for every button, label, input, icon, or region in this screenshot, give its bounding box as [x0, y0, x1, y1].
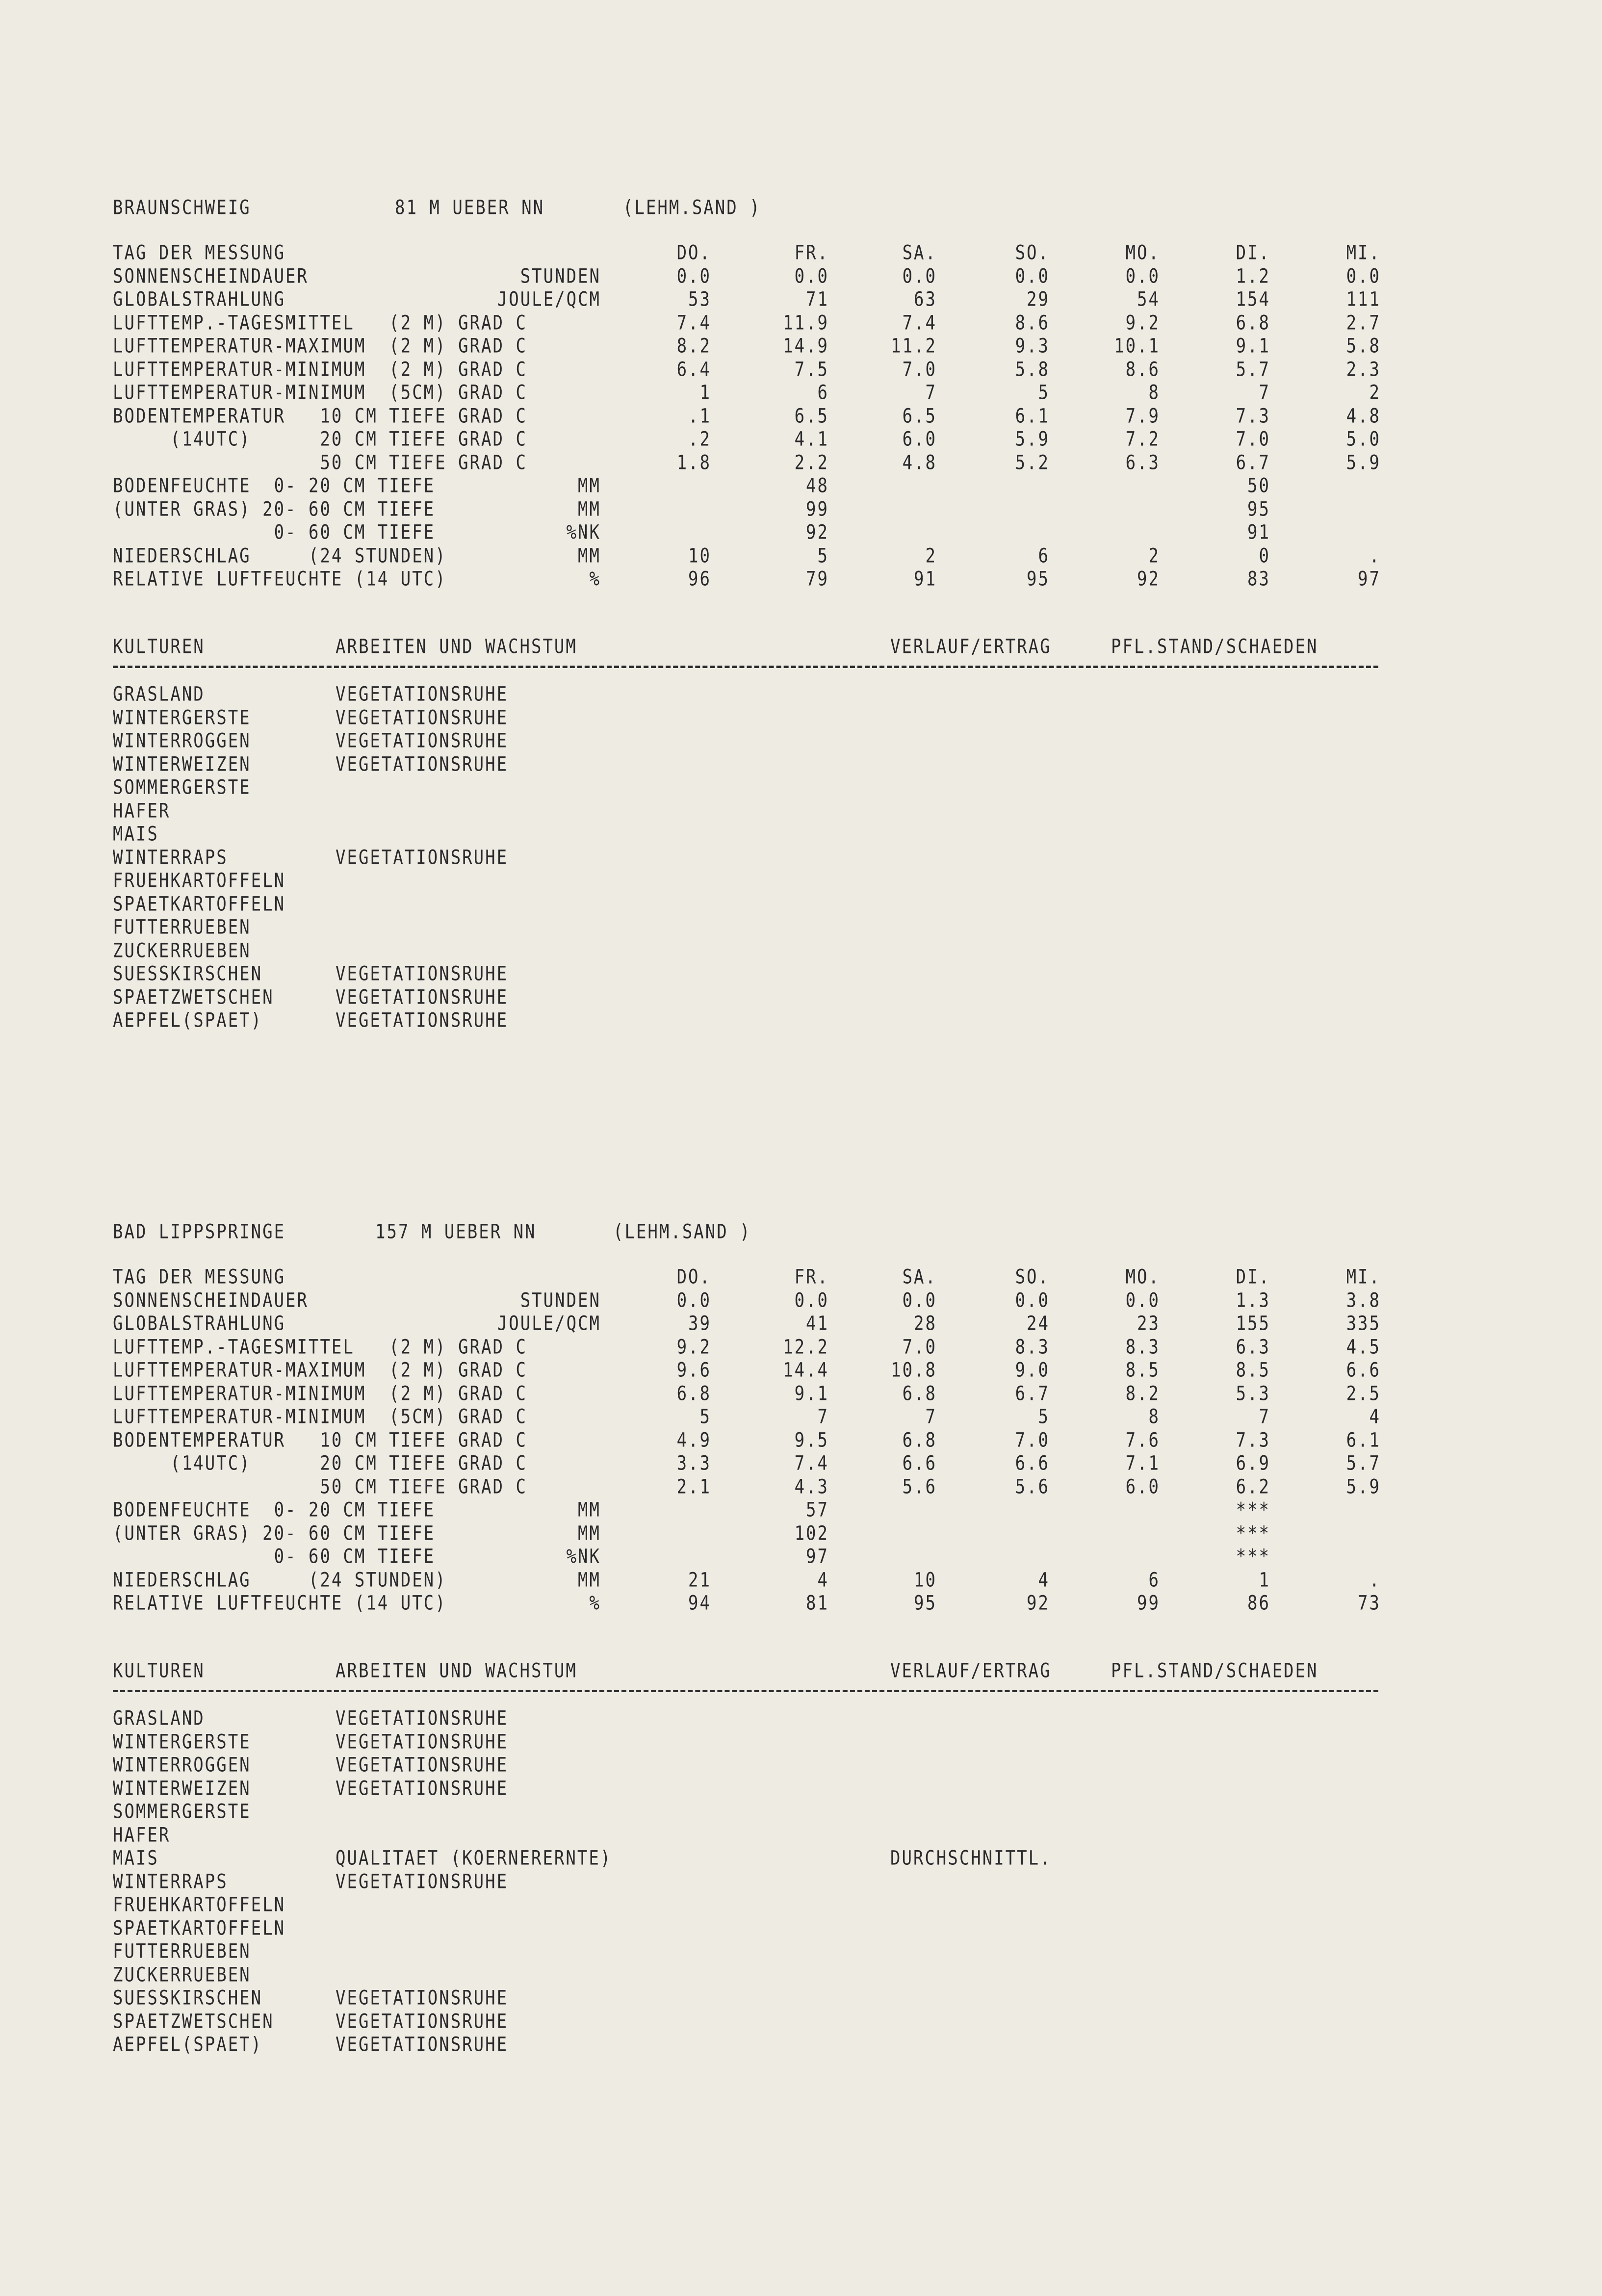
station-name: BRAUNSCHWEIG	[113, 196, 251, 220]
weather-label-header: TAG DER MESSUNG	[113, 1265, 286, 1289]
day-header: MO.	[1125, 1265, 1160, 1289]
crop-name: FUTTERRUEBEN	[113, 1940, 251, 1963]
weather-value: 7.0	[902, 1335, 937, 1359]
weather-row-label: RELATIVE LUFTFEUCHTE (14 UTC)	[113, 1592, 447, 1615]
day-header: DI.	[1236, 241, 1270, 265]
weather-value: 0.0	[1015, 1289, 1050, 1312]
weather-value: 8.5	[1236, 1359, 1270, 1382]
weather-value: 1	[1259, 1568, 1270, 1592]
weather-value: 6.7	[1015, 1382, 1050, 1405]
weather-value: .1	[688, 404, 711, 428]
weather-value: 4.8	[902, 451, 937, 474]
weather-row-label: LUFTTEMPERATUR-MINIMUM (5CM) GRAD C	[113, 381, 527, 405]
weather-value: 9.0	[1015, 1359, 1050, 1382]
crop-name: ZUCKERRUEBEN	[113, 1963, 251, 1986]
crop-work: VEGETATIONSRUHE	[336, 846, 509, 869]
weather-value: .	[1369, 544, 1381, 568]
weather-value: 11.9	[783, 311, 829, 335]
weather-value: 4.3	[794, 1475, 829, 1498]
weather-value: 83	[1247, 568, 1270, 591]
weather-row-unit: %	[589, 568, 601, 591]
weather-row-unit: MM	[578, 544, 601, 568]
weather-row-unit: MM	[578, 1522, 601, 1545]
weather-value: 9.2	[676, 1335, 711, 1359]
weather-value: 3.8	[1346, 1289, 1381, 1312]
crops-header-course: VERLAUF/ERTRAG	[890, 1659, 1052, 1683]
weather-row-label: LUFTTEMPERATUR-MINIMUM (5CM) GRAD C	[113, 1405, 527, 1429]
weather-value: 6.9	[1236, 1452, 1270, 1475]
weather-value: 155	[1236, 1312, 1270, 1336]
dashed-divider	[113, 666, 1378, 668]
crop-name: WINTERGERSTE	[113, 706, 251, 729]
weather-value: 97	[806, 1545, 829, 1569]
crop-work: VEGETATIONSRUHE	[336, 1707, 509, 1730]
weather-value: 4.1	[794, 428, 829, 451]
weather-value: 54	[1137, 288, 1160, 311]
weather-value: 9.5	[794, 1428, 829, 1452]
day-header: SO.	[1015, 1265, 1050, 1289]
station-altitude: 157 M UEBER NN	[375, 1220, 537, 1244]
weather-value: 41	[806, 1312, 829, 1336]
weather-value: 1.3	[1236, 1289, 1270, 1312]
weather-value: 6.8	[676, 1382, 711, 1405]
weather-value: 10	[914, 1568, 937, 1592]
weather-value: 0.0	[902, 1289, 937, 1312]
crop-name: MAIS	[113, 823, 159, 846]
weather-value: 8.2	[676, 335, 711, 358]
station-name: BAD LIPPSPRINGE	[113, 1220, 286, 1244]
weather-value: 96	[688, 568, 711, 591]
weather-value: 1.2	[1236, 264, 1270, 288]
weather-row-label: NIEDERSCHLAG (24 STUNDEN)	[113, 544, 447, 568]
weather-value: 7.4	[676, 311, 711, 335]
weather-value: 81	[806, 1592, 829, 1615]
crop-work: VEGETATIONSRUHE	[336, 1009, 509, 1032]
weather-value: 2.2	[794, 451, 829, 474]
crop-work: VEGETATIONSRUHE	[336, 1777, 509, 1800]
weather-value: 0.0	[1346, 264, 1381, 288]
crop-name: SPAETZWETSCHEN	[113, 2010, 274, 2033]
weather-value: 111	[1346, 288, 1381, 311]
weather-value: 71	[806, 288, 829, 311]
weather-value: ***	[1236, 1545, 1270, 1569]
weather-value: 5.8	[1346, 335, 1381, 358]
weather-value: 48	[806, 474, 829, 498]
weather-value: 99	[806, 497, 829, 521]
crop-name: SOMMERGERSTE	[113, 776, 251, 800]
weather-row-label: BODENFEUCHTE 0- 20 CM TIEFE	[113, 474, 436, 498]
weather-value: 6.1	[1015, 404, 1050, 428]
crop-name: WINTERROGGEN	[113, 1754, 251, 1777]
weather-value: 102	[794, 1522, 829, 1545]
weather-value: 7	[925, 381, 937, 405]
weather-row-unit: STUNDEN	[520, 1289, 601, 1312]
weather-row-label: LUFTTEMPERATUR-MAXIMUM (2 M) GRAD C	[113, 335, 527, 358]
crops-header-kulturen: KULTUREN	[113, 635, 205, 659]
station-altitude: 81 M UEBER NN	[395, 196, 545, 220]
dashed-divider	[113, 1690, 1378, 1692]
weather-value: 335	[1346, 1312, 1381, 1336]
weather-value: 0.0	[676, 264, 711, 288]
weather-value: 4	[1369, 1405, 1381, 1429]
crop-work: VEGETATIONSRUHE	[336, 683, 509, 706]
weather-value: 10.1	[1114, 335, 1160, 358]
weather-value: 92	[1137, 568, 1160, 591]
weather-value: 57	[806, 1498, 829, 1522]
weather-row-unit: %NK	[566, 1545, 601, 1569]
weather-value: 8	[1148, 381, 1160, 405]
weather-row-label: SONNENSCHEINDAUER	[113, 1289, 309, 1312]
weather-value: 0.0	[902, 264, 937, 288]
weather-value: 2	[925, 544, 937, 568]
crop-name: AEPFEL(SPAET)	[113, 2033, 263, 2057]
weather-value: 5.6	[902, 1475, 937, 1498]
weather-value: 5.0	[1346, 428, 1381, 451]
weather-value: 6.2	[1236, 1475, 1270, 1498]
weather-value: 6.1	[1346, 1428, 1381, 1452]
weather-value: 7.2	[1125, 428, 1160, 451]
weather-value: 5.9	[1346, 451, 1381, 474]
weather-value: 9.6	[676, 1359, 711, 1382]
day-header: MI.	[1346, 1265, 1381, 1289]
weather-row-unit: JOULE/QCM	[497, 1312, 601, 1336]
weather-row-unit: MM	[578, 474, 601, 498]
weather-row-label: GLOBALSTRAHLUNG	[113, 1312, 286, 1336]
weather-value: 154	[1236, 288, 1270, 311]
weather-value: 28	[914, 1312, 937, 1336]
weather-value: 0.0	[794, 264, 829, 288]
weather-value: 50	[1247, 474, 1270, 498]
crop-name: HAFER	[113, 1823, 171, 1847]
weather-value: 94	[688, 1592, 711, 1615]
weather-value: 7.0	[1015, 1428, 1050, 1452]
weather-value: 92	[806, 521, 829, 544]
crop-name: WINTERGERSTE	[113, 1730, 251, 1754]
crops-header-work: ARBEITEN UND WACHSTUM	[336, 1659, 577, 1683]
weather-value: 14.9	[783, 335, 829, 358]
weather-row-label: LUFTTEMP.-TAGESMITTEL (2 M) GRAD C	[113, 311, 527, 335]
weather-row-label: NIEDERSCHLAG (24 STUNDEN)	[113, 1568, 447, 1592]
weather-value: 2.5	[1346, 1382, 1381, 1405]
weather-value: 5.2	[1015, 451, 1050, 474]
weather-value: 1	[699, 381, 711, 405]
weather-value: 5	[699, 1405, 711, 1429]
weather-value: 7.1	[1125, 1452, 1160, 1475]
weather-row-label: 50 CM TIEFE GRAD C	[113, 1475, 527, 1498]
weather-value: 5.9	[1015, 428, 1050, 451]
weather-value: 86	[1247, 1592, 1270, 1615]
weather-label-header: TAG DER MESSUNG	[113, 241, 286, 265]
weather-value: 2	[1148, 544, 1160, 568]
weather-row-unit: MM	[578, 1498, 601, 1522]
weather-value: 2	[1369, 381, 1381, 405]
weather-value: 97	[1358, 568, 1381, 591]
weather-value: 8.6	[1125, 358, 1160, 381]
weather-value: ***	[1236, 1522, 1270, 1545]
weather-value: 24	[1027, 1312, 1050, 1336]
weather-row-unit: MM	[578, 1568, 601, 1592]
weather-value: 6.5	[902, 404, 937, 428]
weather-value: 6.5	[794, 404, 829, 428]
weather-value: 99	[1137, 1592, 1160, 1615]
weather-value: 23	[1137, 1312, 1160, 1336]
day-header: MI.	[1346, 241, 1381, 265]
weather-value: 5.9	[1346, 1475, 1381, 1498]
weather-value: 2.7	[1346, 311, 1381, 335]
weather-value: 8.6	[1015, 311, 1050, 335]
weather-value: 6.7	[1236, 451, 1270, 474]
crop-name: WINTERWEIZEN	[113, 1777, 251, 1800]
crops-header-damage: PFL.STAND/SCHAEDEN	[1111, 635, 1318, 659]
crop-name: SUESSKIRSCHEN	[113, 1986, 263, 2010]
weather-value: 7	[817, 1405, 829, 1429]
day-header: FR.	[794, 241, 829, 265]
weather-row-label: (UNTER GRAS) 20- 60 CM TIEFE	[113, 1522, 436, 1545]
crop-name: FUTTERRUEBEN	[113, 916, 251, 939]
crop-work: VEGETATIONSRUHE	[336, 729, 509, 753]
weather-value: 0.0	[1125, 264, 1160, 288]
weather-value: 6.6	[902, 1452, 937, 1475]
crop-work: VEGETATIONSRUHE	[336, 1870, 509, 1893]
weather-value: 6.0	[902, 428, 937, 451]
crop-work: VEGETATIONSRUHE	[336, 962, 509, 986]
weather-value: 53	[688, 288, 711, 311]
weather-value: 73	[1358, 1592, 1381, 1615]
weather-value: 95	[1027, 568, 1050, 591]
weather-value: 5	[1038, 381, 1050, 405]
weather-value: 7.9	[1125, 404, 1160, 428]
weather-value: 6	[1148, 1568, 1160, 1592]
weather-row-label: 0- 60 CM TIEFE	[113, 521, 436, 544]
weather-value: 7.6	[1125, 1428, 1160, 1452]
weather-value: 8.5	[1125, 1359, 1160, 1382]
weather-value: 7.4	[902, 311, 937, 335]
weather-value: 7.4	[794, 1452, 829, 1475]
crop-name: WINTERWEIZEN	[113, 752, 251, 776]
weather-value: 5.3	[1236, 1382, 1270, 1405]
weather-row-unit: %NK	[566, 521, 601, 544]
crop-name: MAIS	[113, 1847, 159, 1870]
weather-row-label: BODENTEMPERATUR 10 CM TIEFE GRAD C	[113, 1428, 527, 1452]
weather-value: 6	[817, 381, 829, 405]
crop-work: VEGETATIONSRUHE	[336, 752, 509, 776]
weather-value: 6.6	[1346, 1359, 1381, 1382]
weather-value: .	[1369, 1568, 1381, 1592]
day-header: DI.	[1236, 1265, 1270, 1289]
weather-row-unit: JOULE/QCM	[497, 288, 601, 311]
crop-name: ZUCKERRUEBEN	[113, 939, 251, 962]
crop-name: GRASLAND	[113, 683, 205, 706]
weather-value: 6.0	[1125, 1475, 1160, 1498]
crop-name: SPAETKARTOFFELN	[113, 892, 286, 916]
weather-value: 2.1	[676, 1475, 711, 1498]
weather-value: ***	[1236, 1498, 1270, 1522]
crops-header-work: ARBEITEN UND WACHSTUM	[336, 635, 577, 659]
weather-row-label: GLOBALSTRAHLUNG	[113, 288, 286, 311]
weather-value: 5	[817, 544, 829, 568]
weather-value: 21	[688, 1568, 711, 1592]
station-soil: (LEHM.SAND )	[623, 196, 761, 220]
weather-value: 6.8	[902, 1382, 937, 1405]
weather-value: 4.9	[676, 1428, 711, 1452]
weather-value: 1.8	[676, 451, 711, 474]
weather-value: 79	[806, 568, 829, 591]
weather-value: 6.6	[1015, 1452, 1050, 1475]
day-header: DO.	[676, 1265, 711, 1289]
weather-value: 9.2	[1125, 311, 1160, 335]
weather-value: 8.3	[1125, 1335, 1160, 1359]
weather-value: 6.4	[676, 358, 711, 381]
weather-value: 7.0	[1236, 428, 1270, 451]
weather-value: 10.8	[891, 1359, 937, 1382]
day-header: DO.	[676, 241, 711, 265]
weather-value: 8.2	[1125, 1382, 1160, 1405]
weather-value: 6.8	[902, 1428, 937, 1452]
weather-value: 7.3	[1236, 404, 1270, 428]
weather-value: 4	[817, 1568, 829, 1592]
crop-name: WINTERRAPS	[113, 846, 228, 869]
weather-value: 11.2	[891, 335, 937, 358]
weather-value: 10	[688, 544, 711, 568]
weather-value: 7	[1259, 1405, 1270, 1429]
weather-value: 6.8	[1236, 311, 1270, 335]
weather-row-label: (14UTC) 20 CM TIEFE GRAD C	[113, 1452, 527, 1475]
weather-value: 39	[688, 1312, 711, 1336]
weather-value: 0.0	[1015, 264, 1050, 288]
weather-value: 4	[1038, 1568, 1050, 1592]
weather-value: 0.0	[794, 1289, 829, 1312]
weather-row-label: 0- 60 CM TIEFE	[113, 1545, 436, 1569]
weather-value: 7.0	[902, 358, 937, 381]
crops-header-kulturen: KULTUREN	[113, 1659, 205, 1683]
crops-header-damage: PFL.STAND/SCHAEDEN	[1111, 1659, 1318, 1683]
weather-value: 95	[914, 1592, 937, 1615]
crop-name: HAFER	[113, 799, 171, 823]
weather-value: 5.6	[1015, 1475, 1050, 1498]
weather-row-unit: MM	[578, 497, 601, 521]
weather-value: 0	[1259, 544, 1270, 568]
crop-name: SPAETZWETSCHEN	[113, 985, 274, 1009]
station-soil: (LEHM.SAND )	[613, 1220, 751, 1244]
weather-value: 7	[1259, 381, 1270, 405]
weather-value: 9.1	[1236, 335, 1270, 358]
weather-value: 3.3	[676, 1452, 711, 1475]
weather-value: 7	[925, 1405, 937, 1429]
weather-value: 14.4	[783, 1359, 829, 1382]
crop-name: AEPFEL(SPAET)	[113, 1009, 263, 1032]
weather-row-label: BODENTEMPERATUR 10 CM TIEFE GRAD C	[113, 404, 527, 428]
crop-name: FRUEHKARTOFFELN	[113, 869, 286, 893]
weather-value: 5.7	[1346, 1452, 1381, 1475]
crop-work: VEGETATIONSRUHE	[336, 1986, 509, 2010]
weather-row-label: LUFTTEMPERATUR-MINIMUM (2 M) GRAD C	[113, 1382, 527, 1405]
weather-row-label: (UNTER GRAS) 20- 60 CM TIEFE	[113, 497, 436, 521]
weather-value: 29	[1027, 288, 1050, 311]
weather-row-label: LUFTTEMPERATUR-MAXIMUM (2 M) GRAD C	[113, 1359, 527, 1382]
weather-value: 7.3	[1236, 1428, 1270, 1452]
weather-value: 9.1	[794, 1382, 829, 1405]
day-header: MO.	[1125, 241, 1160, 265]
weather-value: 5.7	[1236, 358, 1270, 381]
crops-header-course: VERLAUF/ERTRAG	[890, 635, 1052, 659]
crop-work: VEGETATIONSRUHE	[336, 1754, 509, 1777]
weather-value: 7.5	[794, 358, 829, 381]
crop-name: SPAETKARTOFFELN	[113, 1916, 286, 1940]
weather-value: 6	[1038, 544, 1050, 568]
weather-value: 12.2	[783, 1335, 829, 1359]
crop-work: VEGETATIONSRUHE	[336, 985, 509, 1009]
crop-name: SOMMERGERSTE	[113, 1800, 251, 1824]
day-header: FR.	[794, 1265, 829, 1289]
weather-value: 9.3	[1015, 335, 1050, 358]
crop-work: QUALITAET (KOERNERERNTE)	[336, 1847, 612, 1870]
weather-value: 4.5	[1346, 1335, 1381, 1359]
weather-row-label: 50 CM TIEFE GRAD C	[113, 451, 527, 474]
weather-row-label: BODENFEUCHTE 0- 20 CM TIEFE	[113, 1498, 436, 1522]
day-header: SA.	[902, 241, 937, 265]
weather-value: 63	[914, 288, 937, 311]
crop-name: FRUEHKARTOFFELN	[113, 1893, 286, 1917]
crop-name: SUESSKIRSCHEN	[113, 962, 263, 986]
weather-value: 0.0	[676, 1289, 711, 1312]
weather-row-label: SONNENSCHEINDAUER	[113, 264, 309, 288]
weather-value: 8.3	[1015, 1335, 1050, 1359]
weather-value: .2	[688, 428, 711, 451]
weather-value: 6.3	[1125, 451, 1160, 474]
crop-name: WINTERRAPS	[113, 1870, 228, 1893]
crop-name: GRASLAND	[113, 1707, 205, 1730]
weather-row-unit: %	[589, 1592, 601, 1615]
weather-row-label: (14UTC) 20 CM TIEFE GRAD C	[113, 428, 527, 451]
weather-row-label: RELATIVE LUFTFEUCHTE (14 UTC)	[113, 568, 447, 591]
crop-work: VEGETATIONSRUHE	[336, 2010, 509, 2033]
weather-value: 91	[914, 568, 937, 591]
weather-value: 92	[1027, 1592, 1050, 1615]
weather-value: 4.8	[1346, 404, 1381, 428]
weather-value: 6.3	[1236, 1335, 1270, 1359]
crop-work: VEGETATIONSRUHE	[336, 706, 509, 729]
weather-row-unit: STUNDEN	[520, 264, 601, 288]
day-header: SA.	[902, 1265, 937, 1289]
weather-value: 8	[1148, 1405, 1160, 1429]
crop-work: VEGETATIONSRUHE	[336, 2033, 509, 2057]
weather-value: 91	[1247, 521, 1270, 544]
crop-course: DURCHSCHNITTL.	[890, 1847, 1052, 1870]
weather-value: 0.0	[1125, 1289, 1160, 1312]
crop-name: WINTERROGGEN	[113, 729, 251, 753]
weather-value: 2.3	[1346, 358, 1381, 381]
weather-row-label: LUFTTEMP.-TAGESMITTEL (2 M) GRAD C	[113, 1335, 527, 1359]
crop-work: VEGETATIONSRUHE	[336, 1730, 509, 1754]
weather-value: 5	[1038, 1405, 1050, 1429]
weather-value: 95	[1247, 497, 1270, 521]
day-header: SO.	[1015, 241, 1050, 265]
weather-row-label: LUFTTEMPERATUR-MINIMUM (2 M) GRAD C	[113, 358, 527, 381]
weather-value: 5.8	[1015, 358, 1050, 381]
